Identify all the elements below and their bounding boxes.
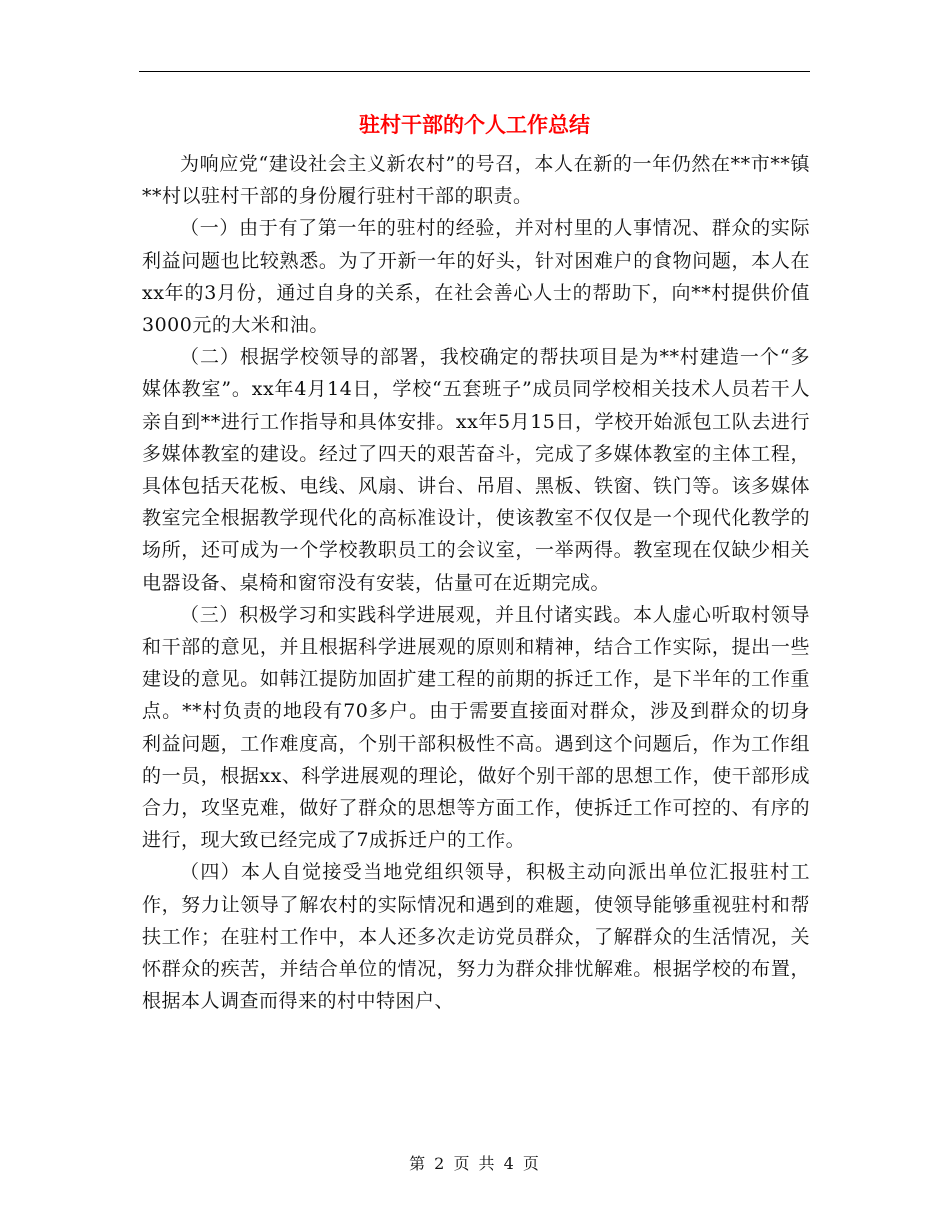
paragraph-section-4: （四）本人自觉接受当地党组织领导，积极主动向派出单位汇报驻村工作，努力让领导了解农村的实际情况和遇到的难题，使领导能够重视驻村和帮扶工作；在驻村工作中，本人还多次走访党员群众，了解群众的生活情况，关怀群众的疾苦，并结合单位的情况，努力为群众排忧解难。根据学校的布置，根据本人调查而得来的村中特困户、 [142, 861, 810, 1013]
document-body [142, 148, 810, 1017]
paragraph-intro: 为响应党“建设社会主义新农村”的号召，本人在新的一年仍然在**市**镇**村以驻村干部的身份履行驻村干部的职责。 [142, 153, 810, 208]
paragraph-section-1: （一）由于有了第一年的驻村的经验，并对村里的人事情况、群众的实际利益问题也比较熟悉。为了开新一年的好头，针对困难户的食物问题，本人在xx年的3月份，通过自身的关系，在社会善心人士的帮助下，向**村提供价值3000元的大米和油。 [142, 217, 810, 337]
paragraph-section-3: （三）积极学习和实践科学进展观，并且付诸实践。本人虚心听取村领导和干部的意见，并且根据科学进展观的原则和精神，结合工作实际，提出一些建设的意见。如韩江提防加固扩建工程的前期的拆迁工作，是下半年的工作重点。**村负责的地段有70多户。由于需要直接面对群众，涉及到群众的切身利益问题，工作难度高，个别干部积极性不高。遇到这个问题后，作为工作组的一员，根据xx、科学进展观的理论，做好个别干部的思想工作，使干部形成合力，攻坚克难，做好了群众的思想等方面工作，使拆迁工作可控的、有序的进行，现大致已经完成了7成拆迁户的工作。 [142, 603, 810, 852]
paragraph-section-2: （二）根据学校领导的部署，我校确定的帮扶项目是为**村建造一个“多媒体教室”。xx年4月14日，学校“五套班子”成员同学校相关技术人员若干人亲自到**进行工作指导和具体安排。xx年5月15日，学校开始派包工队去进行多媒体教室的建设。经过了四天的艰苦奋斗，完成了多媒体教室的主体工程，具体包括天花板、电线、风扇、讲台、吊眉、黑板、铁窗、铁门等。该多媒体教室完全根据教学现代化的高标准设计，使该教室不仅仅是一个现代化教学的场所，还可成为一个学校教职员工的会议室，一举两得。教室现在仅缺少相关电器设备、桌椅和窗帘没有安装，估量可在近期完成。 [142, 346, 810, 594]
document-title: 驻村干部的个人工作总结 [359, 113, 590, 137]
page-number-footer: 第 2 页 共 4 页 [409, 1154, 541, 1173]
header-rule [139, 71, 810, 72]
